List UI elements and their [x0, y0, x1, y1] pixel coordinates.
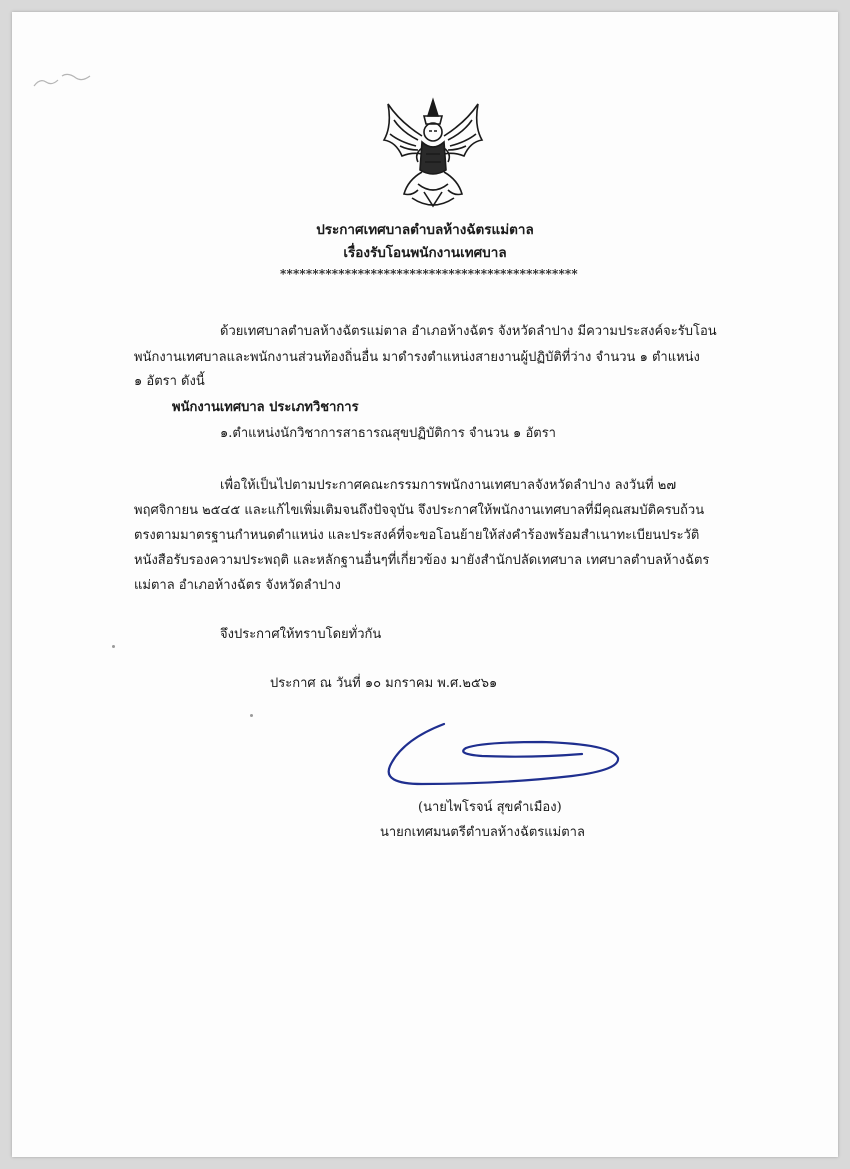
paragraph-line: หนังสือรับรองความประพฤติ และหลักฐานอื่นๆที่เกี่ยวข้อง มายังสำนักปลัดเทศบาล เทศบาลตำบลห้างฉัตร [134, 553, 710, 568]
section-heading: พนักงานเทศบาล ประเภทวิชาการ [172, 400, 359, 415]
announcement-title: ประกาศเทศบาลตำบลห้างฉัตรแม่ตาล [316, 222, 534, 238]
announcement-date: ประกาศ ณ วันที่ ๑๐ มกราคม พ.ศ.๒๕๖๑ [270, 676, 498, 691]
announcement-subject: เรื่องรับโอนพนักงานเทศบาล [343, 245, 507, 261]
paragraph-line: ตรงตามมาตรฐานกำหนดตำแหน่ง และประสงค์ที่จะขอโอนย้ายให้ส่งคำร้องพร้อมสำเนาทะเบียนประวัติ [134, 528, 700, 543]
paragraph-line: เพื่อให้เป็นไปตามประกาศคณะกรรมการพนักงานเทศบาลจังหวัดลำปาง ลงวันที่ ๒๗ [220, 478, 677, 493]
paper-speck [112, 645, 115, 648]
garuda-emblem-icon [378, 96, 488, 212]
signer-name: (นายไพโรจน์ สุขคำเมือง) [418, 800, 562, 815]
paragraph-line: ๑ อัตรา ดังนี้ [134, 374, 205, 389]
paper-speck [250, 714, 253, 717]
position-item: ๑.ตำแหน่งนักวิชาการสาธารณสุขปฏิบัติการ จำนวน ๑ อัตรา [220, 426, 556, 441]
title-separator: ********************************************** [280, 267, 578, 281]
closing-statement: จึงประกาศให้ทราบโดยทั่วกัน [220, 627, 382, 642]
paragraph-line: ด้วยเทศบาลตำบลห้างฉัตรแม่ตาล อำเภอห้างฉัตร จังหวัดลำปาง มีความประสงค์จะรับโอน [220, 324, 717, 339]
handwritten-signature [382, 718, 632, 808]
paragraph-line: แม่ตาล อำเภอห้างฉัตร จังหวัดลำปาง [134, 578, 341, 593]
paragraph-line: พฤศจิกายน ๒๕๔๕ และแก้ไขเพิ่มเติมจนถึงปัจจุบัน จึงประกาศให้พนักงานเทศบาลที่มีคุณสมบัติครบถ้วน [134, 503, 705, 518]
paragraph-line: พนักงานเทศบาลและพนักงานส่วนท้องถิ่นอื่น มาดำรงตำแหน่งสายงานผู้ปฏิบัติที่ว่าง จำนวน ๑ ตำแหน่ง [134, 350, 700, 365]
signer-title: นายกเทศมนตรีตำบลห้างฉัตรแม่ตาล [380, 825, 585, 840]
handwritten-corner-mark [32, 70, 92, 90]
document-page [12, 12, 838, 1157]
